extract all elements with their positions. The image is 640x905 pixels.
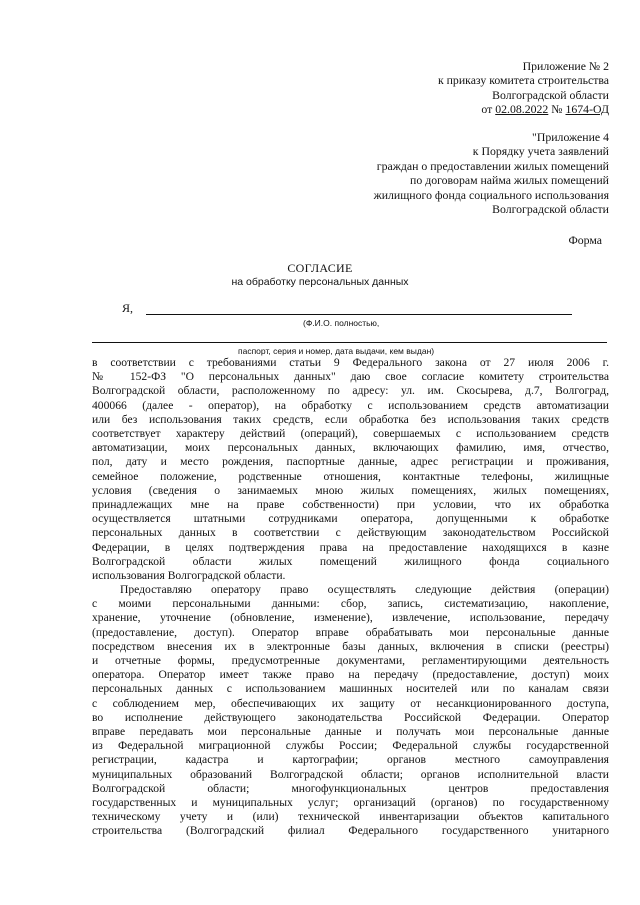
- order-date: 02.08.2022: [495, 102, 549, 117]
- text-line: пол, дату и место рождения, паспортные данные, адрес регистрации и проживания,: [92, 455, 609, 469]
- consent-paragraph-1: [92, 356, 609, 583]
- consent-paragraph-2: [92, 583, 609, 839]
- text-line: регистрации, кадастра и картографии; органов местного самоуправления: [92, 753, 609, 767]
- text-line: посредством внесения их в электронные базы данных, включения в списки (реестры): [92, 639, 609, 653]
- annex4-line: жилищного фонда социального использования: [373, 187, 609, 202]
- text-line: Волгоградской области, расположенному по адресу: ул. им. Скосырева, д.7, Волгоград,: [92, 384, 609, 398]
- annex4-line: к Порядку учета заявлений: [472, 144, 609, 159]
- text-line: или без использования таких средств, если обработка без использования таких средств: [92, 412, 609, 426]
- text-line: персональных данных в соответствии с действующим законодательством Российской: [92, 526, 609, 540]
- text-line: Волгоградской области; многофункциональных центров предоставления: [92, 781, 609, 795]
- fio-blank-line: [146, 314, 572, 315]
- text-line: хранение, уточнение (обновление, изменение), извлечение, использование, передачу: [92, 611, 609, 625]
- fio-caption: (Ф.И.О. полностью,: [303, 318, 380, 328]
- order-date-line: от 02.08.2022 № 1674-ОД: [481, 102, 609, 117]
- order-line: к приказу комитета строительства: [437, 73, 609, 88]
- text-line: Федерации, в целях подтверждения права на предоставление находящихся в казне: [92, 540, 609, 554]
- text-line: с соблюдением мер, обеспечивающих их защиту от несанкционированного доступа,: [92, 696, 609, 710]
- text-line: во исполнение действующего законодательства Российской Федерации. Оператор: [92, 710, 609, 724]
- region-line: Волгоградской области: [492, 87, 609, 102]
- document-subtitle: на обработку персональных данных: [231, 276, 409, 288]
- text-line: осуществляется штатными сотрудниками оператора, допущенными к обработке: [92, 512, 609, 526]
- ya-label: Я,: [122, 301, 134, 315]
- annex4-line: Волгоградской области: [492, 202, 609, 217]
- annex-number: Приложение № 2: [522, 59, 609, 73]
- passport-blank-line: [92, 342, 607, 343]
- document-title: СОГЛАСИЕ: [287, 261, 353, 275]
- text-line: оператора. Оператор имеет также право на передачу (предоставление, доступ) моих: [92, 668, 609, 682]
- annex4-title: "Приложение 4: [532, 130, 609, 144]
- text-line: техническому учету и (или) технической инвентаризации объектов капитального: [92, 810, 609, 824]
- text-line: принадлежащих мне на праве собственности) при условии, что их обработка: [92, 498, 609, 512]
- order-annex-header: [438, 59, 609, 117]
- text-line: вправе передавать мои персональные данные и получать мои персональные данные: [92, 725, 609, 739]
- text-line: и отчетные формы, предусмотренные документами, регламентирующими деятельность: [92, 654, 609, 668]
- annex4-header: [374, 130, 609, 216]
- text-line: из Федеральной миграционной службы России; Федеральной службы государственной: [92, 739, 609, 753]
- text-line: строительства (Волгоградский филиал Федерального государственного унитарного: [92, 824, 609, 838]
- text-line: автоматизации, моих персональных данных, включающих фамилию, имя, отчество,: [92, 441, 609, 455]
- text-line: условия (сведения о занимаемых мною жилых помещениях, жилых помещениях,: [92, 483, 609, 497]
- text-line: (предоставление, доступ). Оператор вправе обрабатывать мои персональные данные: [92, 625, 609, 639]
- order-number: 1674-ОД: [565, 102, 609, 117]
- annex4-line: граждан о предоставлении жилых помещений: [376, 158, 609, 173]
- text-line: соответствует характеру действий (операций), совершаемых с использованием средств: [92, 427, 609, 441]
- text-line: государственных и муниципальных услуг; организаций (органов) по государственному: [92, 796, 609, 810]
- text-line: № 152-ФЗ "О персональных данных" даю свое согласие комитету строительства: [92, 370, 609, 384]
- form-label: Форма: [568, 233, 602, 247]
- text-line: персональных данных с использованием машинных носителей или по каналам связи: [92, 682, 609, 696]
- text-line: Предоставляю оператору право осуществлять следующие действия (операции): [120, 583, 609, 596]
- text-line: Волгоградской области жилых помещений жилищного фонда социального: [92, 554, 609, 568]
- text-line: 400066 (далее - оператор), на обработку с использованием средств автоматизации: [92, 398, 609, 412]
- text-line: в соответствии с требованиями статьи 9 Федерального закона от 27 июля 2006 г.: [92, 356, 609, 369]
- text-line: семейное положение, родственные отношения, контактные телефоны, жилищные: [92, 469, 609, 483]
- text-line: использования Волгоградской области.: [92, 569, 286, 583]
- text-line: муниципальных образований Волгоградской области; органов исполнительной власти: [92, 767, 609, 781]
- annex4-line: по договорам найма жилых помещений: [410, 173, 609, 188]
- text-line: с моими персональными данными: сбор, запись, систематизацию, накопление,: [92, 597, 609, 611]
- passport-caption: паспорт, серия и номер, дата выдачи, кем выдан): [238, 346, 435, 356]
